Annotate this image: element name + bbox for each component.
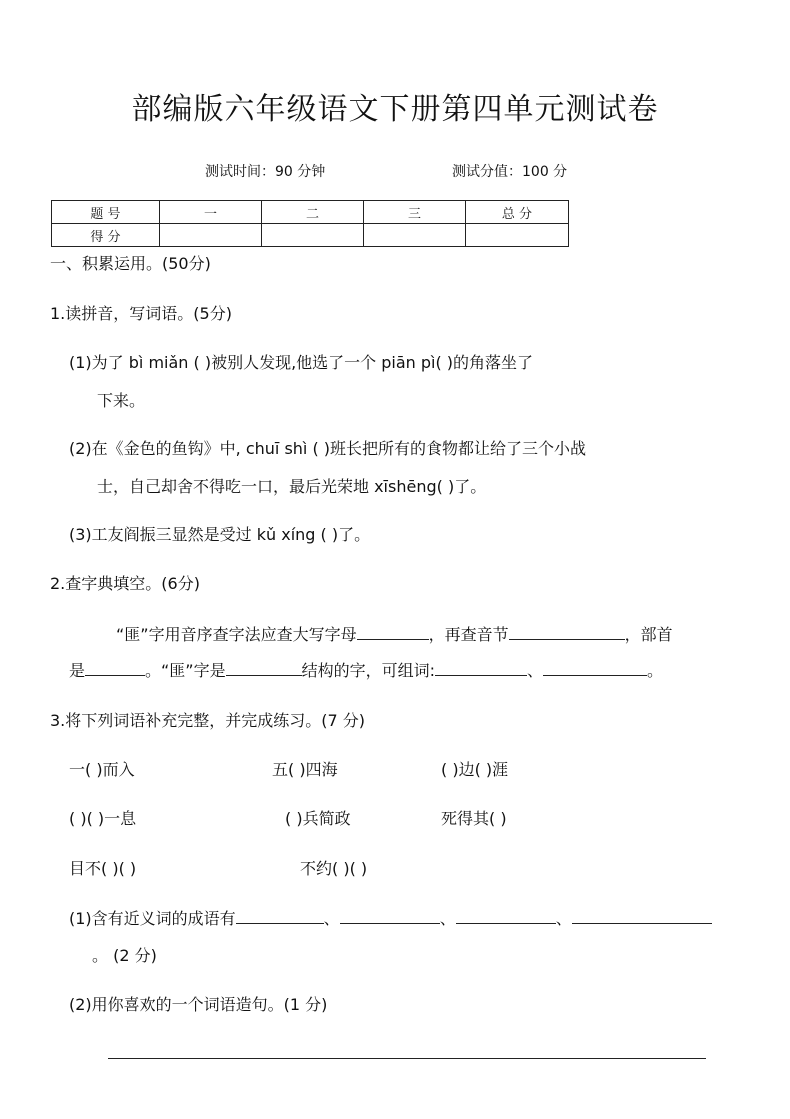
score-table-header-row [52, 201, 569, 224]
score-cell[interactable] [364, 224, 466, 247]
page-title: 部编版六年级语文下册第四单元测试卷 [131, 92, 659, 127]
fill-blank[interactable] [236, 909, 324, 924]
fill-blank[interactable] [357, 625, 429, 640]
idiom: 不约( )( ) [300, 859, 368, 878]
text: (1)含有近义词的成语有 [69, 909, 236, 928]
fill-blank[interactable] [226, 661, 302, 676]
text: 。 [647, 661, 664, 680]
question-item: (1)为了 bì miǎn ( )被别人发现,他选了一个 piān pì( )的角落坐了 [69, 353, 534, 372]
idiom: 五( )四海 [272, 760, 338, 779]
score-table-header: 三 [364, 201, 466, 224]
text: ，部首 [624, 625, 673, 644]
fill-blank[interactable] [456, 909, 556, 924]
dictionary-line-1 [116, 622, 673, 645]
fill-blank[interactable] [572, 909, 712, 924]
sub-question [69, 906, 712, 929]
score-table-score-row [52, 224, 569, 247]
idiom: 一( )而入 [69, 760, 135, 779]
answer-line[interactable] [108, 1058, 706, 1059]
text: 、 [555, 909, 572, 928]
score-table-header: 一 [160, 201, 262, 224]
dictionary-line-2 [69, 658, 663, 681]
idiom: 死得其( ) [441, 809, 507, 828]
question-item-continuation: 下来。 [97, 391, 146, 410]
text: 。“匪”字是 [145, 661, 226, 680]
idiom: ( )( )一息 [69, 809, 137, 828]
score-row-label: 得 分 [52, 224, 160, 247]
question-heading: 3.将下列词语补充完整，并完成练习。(7 分) [50, 711, 366, 730]
fill-blank[interactable] [543, 661, 647, 676]
question-heading: 2.查字典填空。(6分) [50, 574, 200, 593]
idiom: ( )兵简政 [285, 809, 351, 828]
text: “匪”字用音序查字法应查大写字母 [116, 625, 357, 644]
fill-blank[interactable] [340, 909, 440, 924]
score-cell[interactable] [466, 224, 569, 247]
sub-question-points: 。 (2 分) [92, 946, 157, 965]
test-time: 测试时间：90 分钟 [205, 164, 326, 180]
question-heading: 1.读拼音，写词语。(5分) [50, 304, 232, 323]
text: 、 [323, 909, 340, 928]
score-table-header: 总 分 [466, 201, 569, 224]
question-item: (3)工友阎振三显然是受过 kǔ xíng ( )了。 [69, 525, 371, 544]
question-item: (2)在《金色的鱼钩》中, chuī shì ( )班长把所有的食物都让给了三个小战 [69, 439, 587, 458]
section-heading: 一、积累运用。(50分) [50, 254, 211, 273]
question-item-continuation: 士，自己却舍不得吃一口，最后光荣地 xīshēng( )了。 [97, 477, 487, 496]
fill-blank[interactable] [85, 661, 145, 676]
score-cell[interactable] [262, 224, 364, 247]
fill-blank[interactable] [435, 661, 527, 676]
sub-question: (2)用你喜欢的一个词语造句。(1 分) [69, 995, 328, 1014]
test-score: 测试分值：100 分 [452, 164, 568, 180]
idiom: ( )边( )涯 [441, 760, 509, 779]
fill-blank[interactable] [509, 625, 625, 640]
text: ，再查音节 [428, 625, 509, 644]
text: 、 [439, 909, 456, 928]
idiom: 目不( )( ) [69, 859, 137, 878]
score-table-header: 二 [262, 201, 364, 224]
score-cell[interactable] [160, 224, 262, 247]
text: 结构的字，可组词: [301, 661, 436, 680]
score-table-header: 题 号 [52, 201, 160, 224]
text: 是 [69, 661, 86, 680]
text: 、 [527, 661, 544, 680]
score-table [51, 200, 569, 247]
